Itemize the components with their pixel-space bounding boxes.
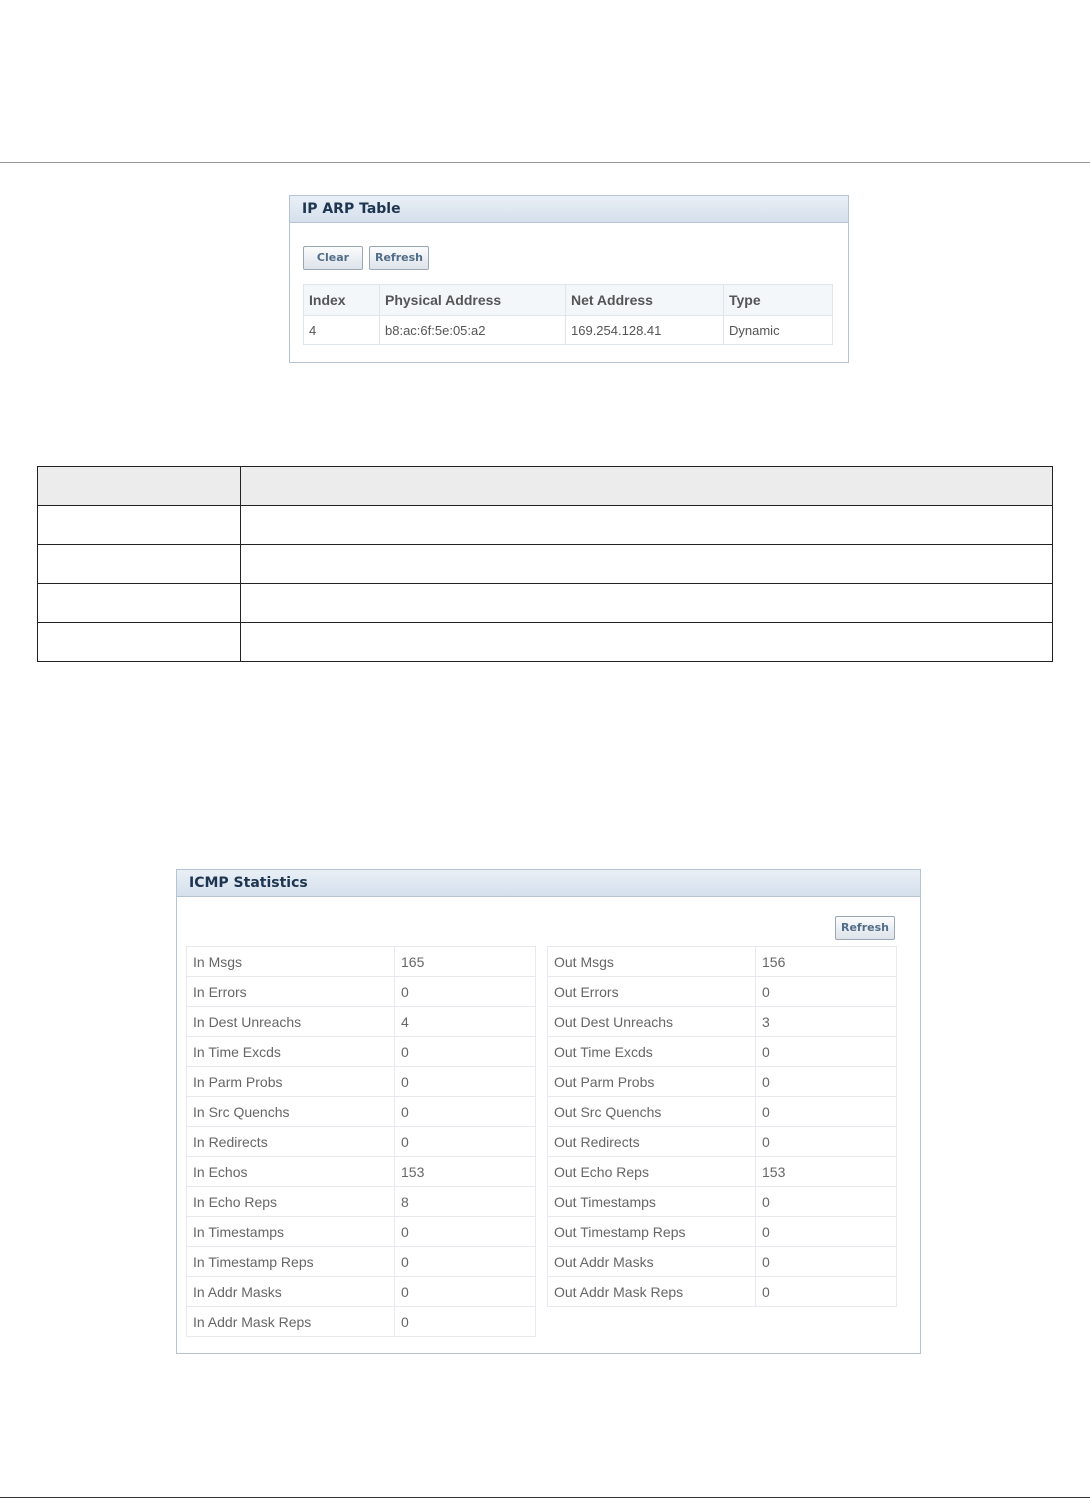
stat-row bbox=[187, 1187, 536, 1217]
stat-value: 0 bbox=[756, 977, 897, 1007]
stat-value: 0 bbox=[756, 1187, 897, 1217]
stat-row bbox=[187, 1307, 536, 1337]
stat-value: 153 bbox=[395, 1157, 536, 1187]
stat-value: 0 bbox=[756, 1217, 897, 1247]
table-cell bbox=[38, 584, 241, 623]
column-header-net-address: Net Address bbox=[566, 285, 724, 316]
stat-row bbox=[548, 1247, 897, 1277]
cell-type: Dynamic bbox=[724, 316, 833, 345]
stat-label: In Redirects bbox=[187, 1127, 395, 1157]
stat-value: 0 bbox=[756, 1097, 897, 1127]
stat-value: 0 bbox=[756, 1277, 897, 1307]
stat-label: In Echo Reps bbox=[187, 1187, 395, 1217]
stat-row bbox=[548, 1007, 897, 1037]
stat-label: In Time Excds bbox=[187, 1037, 395, 1067]
stat-label: Out Echo Reps bbox=[548, 1157, 756, 1187]
stat-label: In Src Quenchs bbox=[187, 1097, 395, 1127]
stat-value: 0 bbox=[395, 1247, 536, 1277]
stat-label: Out Addr Mask Reps bbox=[548, 1277, 756, 1307]
stat-row bbox=[187, 947, 536, 977]
table-cell bbox=[241, 506, 1053, 545]
header-cell bbox=[38, 467, 241, 506]
stat-label: Out Time Excds bbox=[548, 1037, 756, 1067]
stat-row bbox=[187, 1097, 536, 1127]
stat-value: 8 bbox=[395, 1187, 536, 1217]
table-row bbox=[38, 584, 1053, 623]
stat-value: 0 bbox=[395, 1307, 536, 1337]
stat-label: In Parm Probs bbox=[187, 1067, 395, 1097]
table-cell bbox=[241, 584, 1053, 623]
table-header-row bbox=[38, 467, 1053, 506]
stat-label: In Addr Masks bbox=[187, 1277, 395, 1307]
column-header-physical-address: Physical Address bbox=[380, 285, 566, 316]
stat-row bbox=[187, 1277, 536, 1307]
stat-label: Out Msgs bbox=[548, 947, 756, 977]
stat-row bbox=[548, 1277, 897, 1307]
stat-label: Out Timestamps bbox=[548, 1187, 756, 1217]
stat-value: 3 bbox=[756, 1007, 897, 1037]
stat-row bbox=[187, 1217, 536, 1247]
icmp-panel-title: ICMP Statistics bbox=[177, 870, 920, 897]
stat-row bbox=[187, 1067, 536, 1097]
stat-label: In Errors bbox=[187, 977, 395, 1007]
stat-value: 4 bbox=[395, 1007, 536, 1037]
stat-row bbox=[187, 977, 536, 1007]
stat-value: 0 bbox=[395, 1067, 536, 1097]
icmp-refresh-button[interactable]: Refresh bbox=[835, 916, 895, 940]
stat-label: Out Timestamp Reps bbox=[548, 1217, 756, 1247]
stat-row bbox=[187, 1247, 536, 1277]
stat-label: Out Dest Unreachs bbox=[548, 1007, 756, 1037]
table-cell bbox=[241, 545, 1053, 584]
stat-value: 0 bbox=[756, 1247, 897, 1277]
stat-value: 153 bbox=[756, 1157, 897, 1187]
stat-row bbox=[187, 1037, 536, 1067]
stat-row bbox=[548, 1067, 897, 1097]
table-row bbox=[304, 316, 833, 345]
icmp-in-table bbox=[186, 946, 536, 1337]
arp-table bbox=[303, 284, 833, 345]
stat-label: In Msgs bbox=[187, 947, 395, 977]
stat-row bbox=[548, 1217, 897, 1247]
table-row bbox=[38, 623, 1053, 662]
stat-value: 156 bbox=[756, 947, 897, 977]
stat-row bbox=[548, 947, 897, 977]
stat-value: 0 bbox=[395, 1097, 536, 1127]
stat-label: Out Errors bbox=[548, 977, 756, 1007]
cell-net-address: 169.254.128.41 bbox=[566, 316, 724, 345]
arp-header-row bbox=[304, 285, 833, 316]
stat-row bbox=[548, 977, 897, 1007]
stat-label: Out Src Quenchs bbox=[548, 1097, 756, 1127]
description-table bbox=[37, 466, 1053, 662]
stat-label: In Timestamps bbox=[187, 1217, 395, 1247]
stat-row bbox=[548, 1187, 897, 1217]
table-row bbox=[38, 545, 1053, 584]
stat-row bbox=[548, 1157, 897, 1187]
table-cell bbox=[38, 506, 241, 545]
top-divider bbox=[0, 162, 1090, 163]
clear-button[interactable]: Clear bbox=[303, 246, 363, 270]
bottom-divider bbox=[0, 1497, 1090, 1498]
arp-refresh-button[interactable]: Refresh bbox=[369, 246, 429, 270]
stat-row bbox=[187, 1127, 536, 1157]
header-cell bbox=[241, 467, 1053, 506]
stat-value: 0 bbox=[395, 1037, 536, 1067]
stat-label: In Timestamp Reps bbox=[187, 1247, 395, 1277]
icmp-statistics-panel bbox=[176, 869, 921, 1354]
stat-row bbox=[548, 1097, 897, 1127]
stat-value: 0 bbox=[756, 1037, 897, 1067]
table-row bbox=[38, 506, 1053, 545]
stat-value: 0 bbox=[395, 1217, 536, 1247]
stat-value: 165 bbox=[395, 947, 536, 977]
table-cell bbox=[38, 545, 241, 584]
arp-panel-title: IP ARP Table bbox=[290, 196, 848, 223]
cell-index: 4 bbox=[304, 316, 380, 345]
cell-physical-address: b8:ac:6f:5e:05:a2 bbox=[380, 316, 566, 345]
stat-label: Out Parm Probs bbox=[548, 1067, 756, 1097]
table-cell bbox=[241, 623, 1053, 662]
column-header-type: Type bbox=[724, 285, 833, 316]
stat-label: In Echos bbox=[187, 1157, 395, 1187]
stat-label: In Dest Unreachs bbox=[187, 1007, 395, 1037]
stat-value: 0 bbox=[395, 1277, 536, 1307]
stat-value: 0 bbox=[395, 1127, 536, 1157]
stat-label: In Addr Mask Reps bbox=[187, 1307, 395, 1337]
stat-row bbox=[187, 1157, 536, 1187]
stat-row bbox=[548, 1127, 897, 1157]
stat-value: 0 bbox=[756, 1067, 897, 1097]
stat-row bbox=[548, 1037, 897, 1067]
stat-value: 0 bbox=[395, 977, 536, 1007]
stat-label: Out Addr Masks bbox=[548, 1247, 756, 1277]
arp-table-panel bbox=[289, 195, 849, 363]
stat-row bbox=[187, 1007, 536, 1037]
table-cell bbox=[38, 623, 241, 662]
column-header-index: Index bbox=[304, 285, 380, 316]
icmp-out-table bbox=[547, 946, 897, 1307]
stat-value: 0 bbox=[756, 1127, 897, 1157]
stat-label: Out Redirects bbox=[548, 1127, 756, 1157]
